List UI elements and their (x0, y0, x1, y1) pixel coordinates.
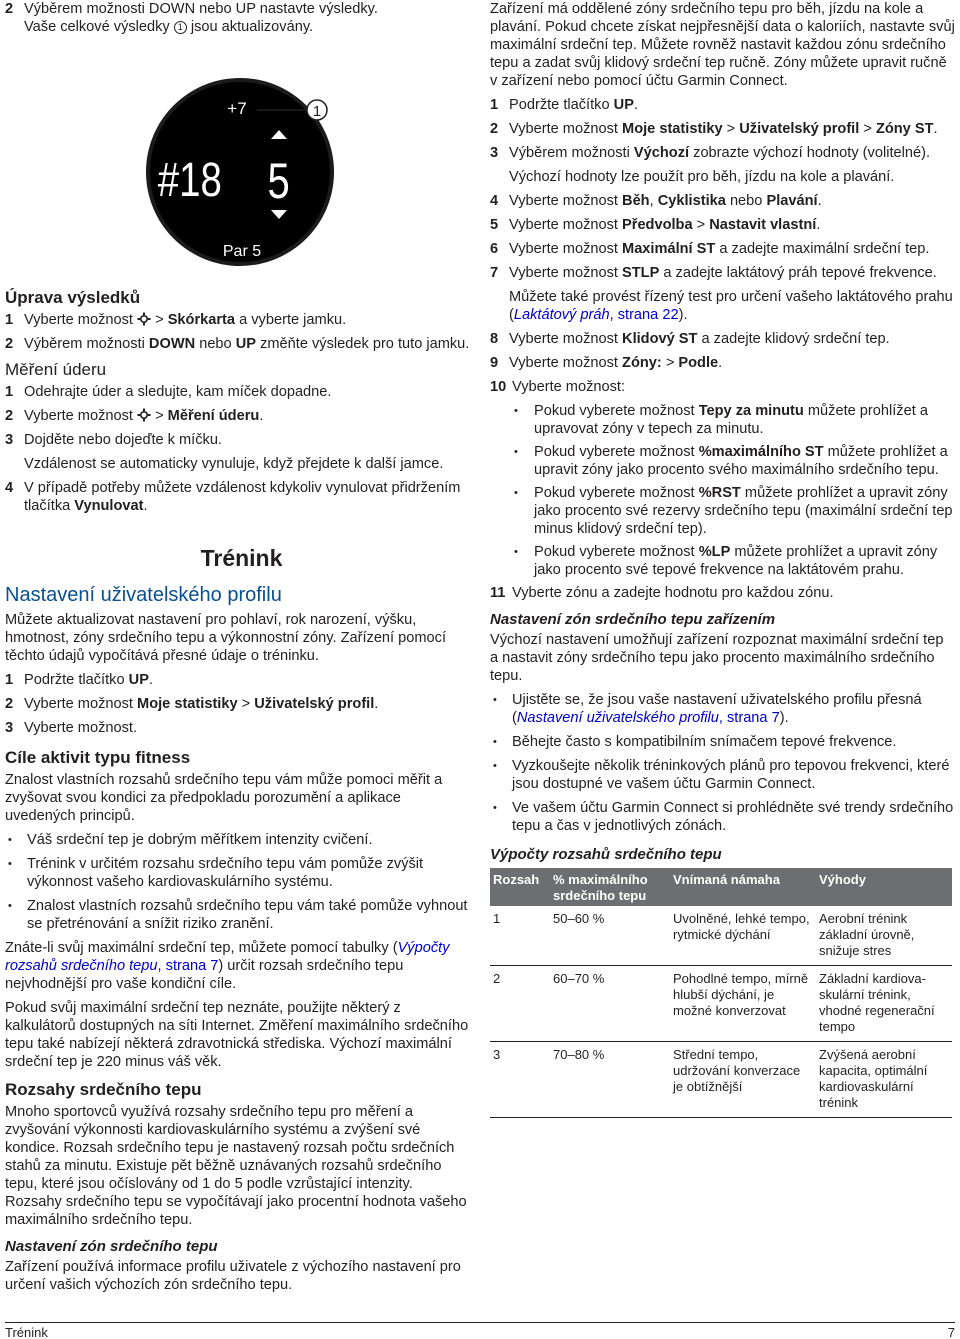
zone-step-7-note: Můžete také provést řízený test pro určení vašeho laktátového prahu (Laktátový práh, strana 22). (509, 289, 953, 323)
table-header-cell: Výhody (816, 868, 952, 906)
link-page-7b[interactable]: strana 7 (726, 710, 780, 726)
step-2: 2 Výběrem možnosti DOWN nebo UP nastavte výsledky. Vaše celkové výsledky 1 jsou aktualizovány. (5, 1, 378, 35)
table-cell: Uvolněné, lehké tempo, rytmické dýchání (670, 906, 816, 966)
callout-1-icon: 1 (174, 21, 187, 34)
table-cell: 60–70 % (550, 966, 670, 1042)
page-footer (5, 1322, 955, 1339)
shot-step-2: 2 Vyberte možnost > Měření úderu. (5, 408, 264, 424)
zone-step-9: 9 Vyberte možnost Zóny: > Podle. (490, 355, 723, 371)
zone-step-10-option-3: • Pokud vyberete možnost %RST můžete prohlížet a upravit zóny jako procento své rezervy srdečního tepu (maximální srdeční tep minus klidový srdeční tep). (490, 484, 955, 538)
table-header-row (490, 868, 952, 906)
hr-zones-paragraph: Mnoho sportovců využívá rozsahy srdečního tepu pro měření a zvyšování výkonnosti kardiovaskulárního systému a zvýšení své kondice. Rozsah srdečního tepu je nastavený rozsah počtu srdečních stahů za minutu. Existuje pět běžně uznávaných rozsahů srdečního tepu, které jsou očíslovány od 1 do 5 podle vzrůstající intenzity. Rozsahy srdečního tepu se vypočítávají jako procentní hodnota vašeho maximálního srdečního tepu. (5, 1104, 467, 1228)
zone-step-1: 1 Podržte tlačítko UP. (490, 97, 638, 113)
right-column (490, 0, 955, 1118)
watch-face-icon (5, 36, 470, 273)
watch-screen-illustration (5, 36, 470, 273)
step-2-text: Výběrem možnosti DOWN nebo UP nastavte výsledky. (24, 1, 378, 17)
watch-par: Par 5 (222, 243, 262, 260)
zone-step-10: 10 Vyberte možnost: (490, 379, 626, 395)
link-lactate-threshold[interactable]: Laktátový práh (513, 307, 610, 323)
auto-bullet-4: • Ve vašem účtu Garmin Connect si prohlédněte své trendy srdečního tepu a čas v jednotlivých zónách. (490, 799, 955, 835)
table-row (490, 966, 952, 1042)
watch-score: 5 (267, 152, 290, 210)
table-row (490, 906, 952, 966)
zones-intro-paragraph: Zařízení má oddělené zóny srdečního tepu pro běh, jízdu na kole a plavání. Pokud chcete získat nejpřesnější data o kaloriích, nastavte svůj maximální srdeční tep. Můžete rovněž nastavit každou zónu srdečního tepu a zadat svůj klidový srdeční tep ručně. Zóny můžete upravit ručně v zařízení nebo pomocí účtu Garmin Connect. (490, 1, 955, 89)
table-row (490, 1042, 952, 1118)
edit-step-1: 1 Vyberte možnost > Skórkarta a vyberte jamku. (5, 312, 347, 328)
section-title-shot-measure: Měření úderu (5, 360, 107, 379)
shot-step-4: 4 V případě potřeby můžete vzdálenost kdykoliv vynulovat přidržením tlačítka Vynulovat. (5, 480, 461, 514)
fitness-paragraph-3: Pokud svůj maximální srdeční tep neznáte, použijte některý z kalkulátorů dostupných na síti Internet. Změření maximálního srdečního tepu také nabízejí některá zdravotnická střediska. Výchozí maximální srdeční tep je 220 minus váš věk. (5, 1000, 469, 1070)
link-user-profile[interactable]: Nastavení uživatelského profilu (516, 710, 719, 726)
watch-hole-number: #18 (157, 154, 222, 208)
table-cell: 3 (490, 1042, 550, 1118)
gear-icon (137, 408, 151, 422)
watch-callout: 1 (312, 103, 322, 120)
table-cell: Základní kardiovaskulární trénink, vhodné regenerační tempo (816, 966, 952, 1042)
zone-step-4: 4 Vyberte možnost Běh, Cyklistika nebo Plavání. (490, 193, 822, 209)
profile-paragraph: Můžete aktualizovat nastavení pro pohlaví, rok narození, výšku, hmotnost, zóny srdečního tepu a výkonnostní zóny. Zařízení pomocí těchto údajů vypočítává přesné údaje o tréninku. (5, 612, 447, 664)
profile-step-2: 2 Vyberte možnost Moje statistiky > Uživatelský profil. (5, 696, 379, 712)
fitness-paragraph: Znalost vlastních rozsahů srdečního tepu vám může pomoci měřit a zvyšovat svou kondici za předpokladu porozumění a aplikace uvedených principů. (5, 772, 443, 824)
auto-bullet-3: • Vyzkoušejte několik tréninkových plánů pro tepovou frekvenci, které jsou dostupné ve vašem účtu Garmin Connect. (490, 757, 955, 793)
zone-step-5: 5 Vyberte možnost Předvolba > Nastavit vlastní. (490, 217, 821, 233)
footer-section: Trénink (5, 1325, 48, 1339)
table-cell: 1 (490, 906, 550, 966)
section-title-zone-calc: Výpočty rozsahů srdečního tepu (490, 846, 722, 863)
shot-step-3: 3 Dojděte nebo dojeďte k míčku. (5, 432, 222, 448)
link-page-22[interactable]: strana 22 (617, 307, 679, 323)
edit-step-2: 2 Výběrem možnosti DOWN nebo UP změňte výsledek pro tuto jamku. (5, 336, 470, 352)
gear-icon (137, 312, 151, 326)
table-header-cell: % maximálního srdečního tepu (550, 868, 670, 906)
chapter-title: Trénink (200, 545, 283, 571)
zone-step-7: 7 Vyberte možnost STLP a zadejte laktátový práh tepové frekvence. (490, 265, 937, 281)
left-column (5, 0, 470, 1300)
table-cell: Střední tempo, udržování konverzace je obtížnější (670, 1042, 816, 1118)
section-title-set-hr-zones: Nastavení zón srdečního tepu (5, 1238, 218, 1255)
section-title-auto-zones: Nastavení zón srdečního tepu zařízením (490, 611, 776, 628)
table-cell: Zvýšená aerobní kapacita, optimální kardiovaskulární trénink (816, 1042, 952, 1118)
zone-step-3-note: Výchozí hodnoty lze použít pro běh, jízdu na kole a plavání. (509, 169, 895, 185)
link-hr-zone-calc[interactable]: Výpočty rozsahů srdečního tepu (5, 940, 450, 974)
hr-zone-table (490, 868, 952, 1118)
table-cell: 50–60 % (550, 906, 670, 966)
section-title-hr-zones: Rozsahy srdečního tepu (5, 1080, 202, 1099)
fitness-bullet-2: • Trénink v určitém rozsahu srdečního tepu vám pomůže zvýšit výkonnost vašeho kardiovaskulárního systému. (5, 855, 470, 891)
watch-plus-score: +7 (227, 99, 247, 118)
auto-bullet-1: • Ujistěte se, že jsou vaše nastavení uživatelského profilu přesná (Nastavení uživatelského profilu, strana 7). (490, 691, 955, 727)
set-hr-zones-paragraph: Zařízení používá informace profilu uživatele z výchozího nastavení pro určení vašich výchozích zón srdečního tepu. (5, 1259, 461, 1293)
shot-step-1: 1 Odehrajte úder a sledujte, kam míček dopadne. (5, 384, 332, 400)
section-title-user-profile: Nastavení uživatelského profilu (5, 584, 282, 606)
auto-zones-paragraph: Výchozí nastavení umožňují zařízení rozpoznat maximální srdeční tep a nastavit zóny srdečního tepu jako procento maximálního srdečního tepu. (490, 632, 944, 684)
section-title-edit-scores: Úprava výsledků (5, 288, 141, 307)
table-cell: Aerobní trénink základní úrovně, snižuje stres (816, 906, 952, 966)
zone-step-10-option-4: • Pokud vyberete možnost %LP můžete prohlížet a upravit zóny jako procento své tepové frekvence na laktátovém prahu. (490, 543, 955, 579)
fitness-paragraph-2: Znáte-li svůj maximální srdeční tep, můžete pomocí tabulky (Výpočty rozsahů srdečního tepu, strana 7) určit rozsah srdečního tepu nejvhodnější pro vaše kondiční cíle. (5, 940, 450, 992)
shot-step-3-note: Vzdálenost se automaticky vynuluje, když přejdete k další jamce. (24, 456, 444, 472)
profile-step-3: 3 Vyberte možnost. (5, 720, 138, 736)
table-cell: 2 (490, 966, 550, 1042)
fitness-bullet-3: • Znalost vlastních rozsahů srdečního tepu vám také pomůže vyhnout se přetrénování a snížit riziko zranění. (5, 897, 470, 933)
profile-step-1: 1 Podržte tlačítko UP. (5, 672, 153, 688)
zone-step-10-option-1: • Pokud vyberete možnost Tepy za minutu můžete prohlížet a upravovat zóny v tepech za minutu. (490, 402, 955, 438)
footer-page-number: 7 (947, 1325, 955, 1339)
link-page-7[interactable]: strana 7 (165, 958, 219, 974)
zone-step-11: 11 Vyberte zónu a zadejte hodnotu pro každou zónu. (490, 585, 834, 601)
table-header-cell: Rozsah (490, 868, 550, 906)
table-header-cell: Vnímaná námaha (670, 868, 816, 906)
zone-step-6: 6 Vyberte možnost Maximální ST a zadejte maximální srdeční tep. (490, 241, 930, 257)
zone-step-3: 3 Výběrem možnosti Výchozí zobrazte výchozí hodnoty (volitelné). (490, 145, 931, 161)
zone-step-10-option-2: • Pokud vyberete možnost %maximálního ST můžete prohlížet a upravit zóny jako procento svého maximálního srdečního tepu. (490, 443, 955, 479)
section-title-fitness-goals: Cíle aktivit typu fitness (5, 748, 191, 767)
fitness-bullet-1: • Váš srdeční tep je dobrým měřítkem intenzity cvičení. (5, 831, 470, 849)
table-cell: 70–80 % (550, 1042, 670, 1118)
zone-step-2: 2 Vyberte možnost Moje statistiky > Uživatelský profil > Zóny ST. (490, 121, 938, 137)
zone-step-8: 8 Vyberte možnost Klidový ST a zadejte klidový srdeční tep. (490, 331, 890, 347)
auto-bullet-2: • Běhejte často s kompatibilním snímačem tepové frekvence. (490, 733, 955, 751)
table-cell: Pohodlné tempo, mírně hlubší dýchání, je možné konverzovat (670, 966, 816, 1042)
